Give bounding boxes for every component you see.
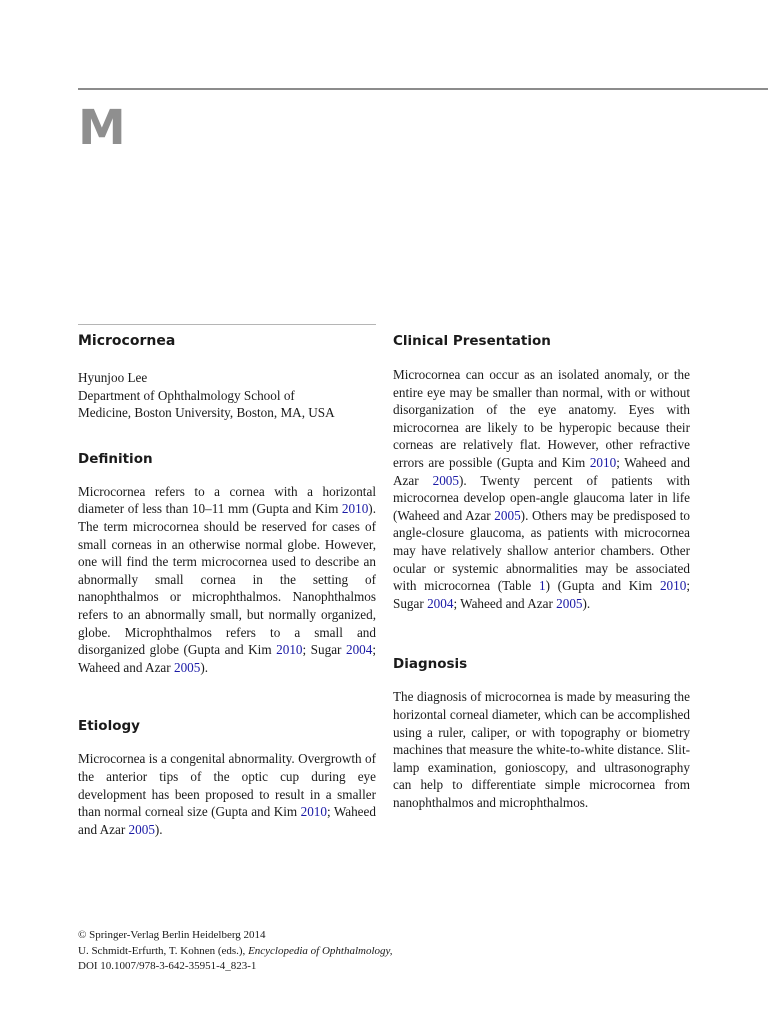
left-column — [78, 324, 376, 838]
diagnosis-heading: Diagnosis — [393, 656, 468, 673]
copyright-line: © Springer-Verlag Berlin Heidelberg 2014 — [78, 929, 266, 941]
section-letter: M — [78, 100, 126, 156]
author-affiliation-2: Medicine, Boston University, Boston, MA, USA — [78, 405, 335, 421]
top-rule — [78, 88, 768, 90]
citation-link[interactable]: 2005 — [494, 507, 521, 523]
citation-link[interactable]: 2005 — [173, 659, 201, 675]
citation-line: U. Schmidt-Erfurth, T. Kohnen (eds.), Encyclopedia of Ophthalmology, — [78, 944, 393, 957]
citation-link[interactable]: 2005 — [556, 595, 583, 611]
citation-link[interactable]: 2010 — [659, 578, 687, 594]
definition-heading: Definition — [78, 450, 153, 467]
doi-line: DOI 10.1007/978-3-642-35951-4_823-1 — [78, 960, 257, 972]
citation-link[interactable]: 2004 — [427, 595, 454, 611]
right-column — [393, 324, 690, 811]
author-name: Hyunjoo Lee — [78, 370, 148, 385]
diagnosis-paragraph: The diagnosis of microcornea is made by measuring the horizontal corneal diameter, which can be accomplished using a ruler, caliper, or with topography or biometry machines that measure the white-to-white distance. Slit-lamp examination, gonioscopy, and ultrasonography can help to differentiate simple microcornea from nanophthalmos and microphthalmos. — [393, 689, 690, 810]
citation-link[interactable]: 2010 — [300, 804, 327, 820]
clinical-paragraph: Microcornea can occur as an isolated anomaly, or the entire eye may be smaller than normal, with or without disorganization of the eye anatomy. Eyes with microcornea are likely to be hyperopic because their corneas are relatively flat. However, other refractive errors are possible (Gupta and Kim 2010; Waheed and Azar 2005). Twenty percent of patients with microcornea develop open-angle glaucoma later in life (Waheed and Azar 2005). Others may be predisposed to angle-closure glaucoma, as patients with microcornea may have relatively shallow anterior chambers. Other ocular or systemic abnormalities may be associated with microcornea (Table 1) (Gupta and Kim 2010; Sugar 2004; Waheed and Azar 2005). — [393, 367, 690, 611]
definition-paragraph: Microcornea refers to a cornea with a horizontal diameter of less than 10–11 mm (Gupta and Kim 2010). The term microcornea should be reserved for cases of small corneas in an otherwise normal globe. However, one will find the term microcornea used to describe an abnormally small cornea in the setting of nanophthalmos or microphthalmos. Nanophthalmos refers to an abnormally small, but normally organized, globe. Microphthalmos refers to a small and disorganized globe (Gupta and Kim 2010; Sugar 2004; Waheed and Azar 2005). — [78, 483, 377, 675]
title-rule — [78, 324, 376, 325]
author-block — [78, 369, 376, 422]
citation-link[interactable]: 2004 — [345, 642, 373, 658]
etiology-paragraph: Microcornea is a congenital abnormality. Overgrowth of the anterior tips of the optic cup during eye development has been proposed to result in a smaller than normal corneal size (Gupta and Kim 2010; Waheed and Azar 2005). — [78, 751, 376, 837]
citation-link[interactable]: 2010 — [589, 454, 617, 470]
citation-link[interactable]: 2010 — [276, 642, 303, 658]
etiology-heading: Etiology — [78, 718, 140, 735]
citation-link[interactable]: 2005 — [432, 472, 459, 488]
footer — [78, 928, 393, 975]
clinical-presentation-heading: Clinical Presentation — [393, 333, 551, 349]
citation-link[interactable]: 2010 — [341, 501, 369, 517]
article-title: Microcornea — [78, 333, 176, 349]
table-link[interactable]: 1 — [538, 578, 546, 594]
author-affiliation-1: Department of Ophthalmology School of — [78, 387, 295, 403]
citation-link[interactable]: 2005 — [128, 821, 155, 837]
